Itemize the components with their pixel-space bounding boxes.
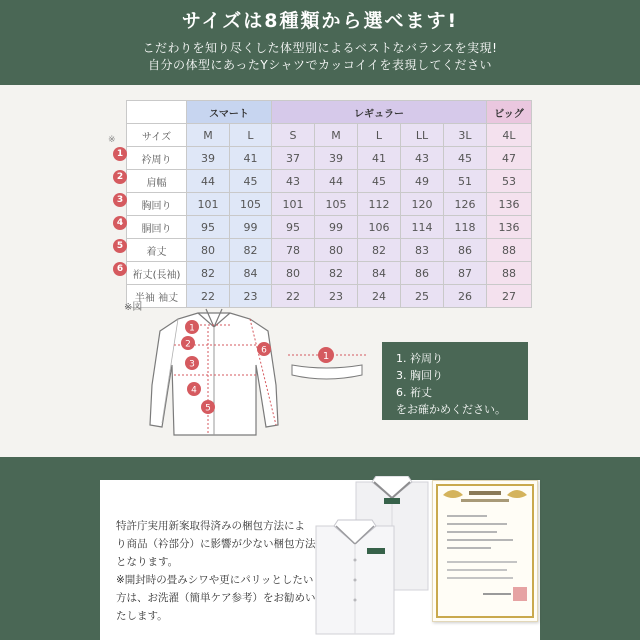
back-shirt-label — [384, 498, 400, 504]
page-title: サイズは8種類から選べます! — [181, 10, 459, 32]
badge-number: 5 — [113, 239, 127, 253]
table-cell: 44 — [315, 170, 358, 193]
table-row — [127, 216, 532, 239]
size-header: L — [230, 124, 272, 147]
certificate-heading — [469, 491, 501, 495]
header-subtitle-2: 自分の体型にあったYシャツでカッコイイを表現してください — [148, 58, 492, 72]
packaged-shirts-photo — [312, 476, 434, 636]
note-line: をお確かめください。 — [396, 403, 506, 416]
header-banner — [0, 0, 640, 85]
certificate-text-line — [447, 523, 507, 525]
category-regular: レギュラー — [272, 101, 487, 124]
front-shirt-label — [367, 548, 385, 554]
table-cell: 105 — [315, 193, 358, 216]
row-label: 着丈 — [127, 239, 187, 262]
table-cell: 26 — [444, 285, 487, 308]
table-cell: 86 — [444, 239, 487, 262]
size-table — [126, 100, 532, 308]
table-cell: 95 — [272, 216, 315, 239]
row-label: 衿周り — [127, 147, 187, 170]
table-cell: 84 — [358, 262, 401, 285]
table-cell: 43 — [401, 147, 444, 170]
table-cell: 87 — [444, 262, 487, 285]
table-cell: 84 — [230, 262, 272, 285]
size-header: 4L — [487, 124, 532, 147]
marker-6-label: 6 — [261, 345, 267, 356]
table-cell: 45 — [230, 170, 272, 193]
table-cell: 99 — [315, 216, 358, 239]
table-cell: 53 — [487, 170, 532, 193]
table-row — [127, 239, 532, 262]
collar-marker-label: 1 — [322, 351, 330, 362]
table-cell: 101 — [187, 193, 230, 216]
shirt-button — [354, 559, 357, 562]
size-header: LL — [401, 124, 444, 147]
table-cell: 83 — [401, 239, 444, 262]
certificate-ornament-right — [507, 490, 527, 498]
row-label: 胴回り — [127, 216, 187, 239]
marker-4-label: 4 — [191, 385, 197, 396]
table-cell: 47 — [487, 147, 532, 170]
badge-number: 1 — [113, 147, 127, 161]
table-cell: 101 — [272, 193, 315, 216]
table-cell: 37 — [272, 147, 315, 170]
packaging-text-line: となります。 — [116, 556, 179, 568]
table-cell: 99 — [230, 216, 272, 239]
table-cell: 80 — [315, 239, 358, 262]
badge-number: 6 — [113, 262, 127, 276]
table-row — [127, 193, 532, 216]
table-row — [127, 147, 532, 170]
table-cell: 39 — [315, 147, 358, 170]
shirt-button — [354, 599, 357, 602]
table-row — [127, 262, 532, 285]
category-big: ビッグ — [487, 101, 532, 124]
marker-3-label: 3 — [189, 359, 195, 370]
marker-5-label: 5 — [205, 403, 211, 414]
certificate-graphic — [433, 481, 537, 621]
packaging-text-line: ※開封時の畳みシワや更にパリッとしたい — [116, 574, 314, 586]
table-cell: 41 — [230, 147, 272, 170]
shirt-button — [354, 579, 357, 582]
row-label: 肩幅 — [127, 170, 187, 193]
note-line: 1. 衿周り — [396, 352, 443, 365]
certificate-text-line — [447, 547, 491, 549]
table-cell: 27 — [487, 285, 532, 308]
badge-number: 3 — [113, 193, 127, 207]
badge-number: 4 — [113, 216, 127, 230]
note-line: 3. 胸回り — [396, 369, 443, 382]
shirt-diagram-icon — [148, 305, 284, 441]
table-cell: 112 — [358, 193, 401, 216]
certificate-text-line — [447, 515, 487, 517]
table-cell: 105 — [230, 193, 272, 216]
table-cell: 51 — [444, 170, 487, 193]
note-line: 6. 裄丈 — [396, 386, 432, 399]
marker-1-label: 1 — [189, 323, 195, 334]
table-cell: 88 — [487, 262, 532, 285]
certificate-text-line — [447, 577, 513, 579]
table-cell: 136 — [487, 193, 532, 216]
table-cell: 78 — [272, 239, 315, 262]
figure-label: ※図 — [124, 302, 143, 313]
table-cell: 22 — [187, 285, 230, 308]
certificate-signature-line — [483, 593, 511, 595]
certificate-subheading — [461, 499, 509, 502]
packaging-text-line: 方は、お洗濯（簡単ケア参考）をお勧めい — [116, 592, 316, 604]
table-cell: 22 — [272, 285, 315, 308]
row-label: 胸回り — [127, 193, 187, 216]
table-cell: 45 — [444, 147, 487, 170]
table-cell: 39 — [187, 147, 230, 170]
table-cell: 49 — [401, 170, 444, 193]
certificate-text-line — [447, 531, 497, 533]
size-label: サイズ — [127, 124, 187, 147]
certificate-text-line — [447, 561, 517, 563]
certificate-seal — [513, 587, 527, 601]
table-cell: 82 — [230, 239, 272, 262]
size-header: M — [187, 124, 230, 147]
marker-2-label: 2 — [185, 339, 191, 350]
size-header: L — [358, 124, 401, 147]
table-cell: 82 — [358, 239, 401, 262]
collar-diagram-icon — [286, 343, 368, 385]
table-cell: 120 — [401, 193, 444, 216]
table-cell: 82 — [315, 262, 358, 285]
certificate-text-line — [447, 539, 513, 541]
table-cell: 114 — [401, 216, 444, 239]
table-cell: 86 — [401, 262, 444, 285]
header-subtitle-1: こだわりを知り尽くした体型別によるベストなバランスを実現! — [142, 41, 498, 55]
patent-certificate — [432, 480, 538, 622]
table-cell: 43 — [272, 170, 315, 193]
table-cell: 23 — [230, 285, 272, 308]
packaging-text-line: 特許庁実用新案取得済みの梱包方法によ — [116, 520, 305, 532]
row-label: 半袖 袖丈 — [127, 285, 187, 308]
table-cell: 24 — [358, 285, 401, 308]
asterisk-mark: ※ — [108, 135, 116, 145]
table-cell: 25 — [401, 285, 444, 308]
table-cell: 82 — [187, 262, 230, 285]
check-note-box — [382, 342, 528, 420]
table-cell: 126 — [444, 193, 487, 216]
table-cell: 95 — [187, 216, 230, 239]
table-cell: 136 — [487, 216, 532, 239]
table-cell: 45 — [358, 170, 401, 193]
size-header: S — [272, 124, 315, 147]
table-cell: 41 — [358, 147, 401, 170]
row-label: 裄丈(長袖) — [127, 262, 187, 285]
badge-number: 2 — [113, 170, 127, 184]
table-cell: 118 — [444, 216, 487, 239]
table-cell: 80 — [187, 239, 230, 262]
size-header: 3L — [444, 124, 487, 147]
table-row — [127, 170, 532, 193]
packaging-text-line: たします。 — [116, 610, 168, 622]
category-smart: スマート — [187, 101, 272, 124]
certificate-text-line — [447, 569, 507, 571]
size-header: M — [315, 124, 358, 147]
table-corner — [127, 101, 187, 124]
collar-band — [292, 365, 362, 379]
table-cell: 106 — [358, 216, 401, 239]
table-cell: 23 — [315, 285, 358, 308]
certificate-ornament-left — [443, 490, 463, 498]
table-cell: 80 — [272, 262, 315, 285]
table-cell: 88 — [487, 239, 532, 262]
packaging-text-line: り商品（衿部分）に影響が少ない梱包方法 — [116, 538, 316, 550]
table-cell: 44 — [187, 170, 230, 193]
